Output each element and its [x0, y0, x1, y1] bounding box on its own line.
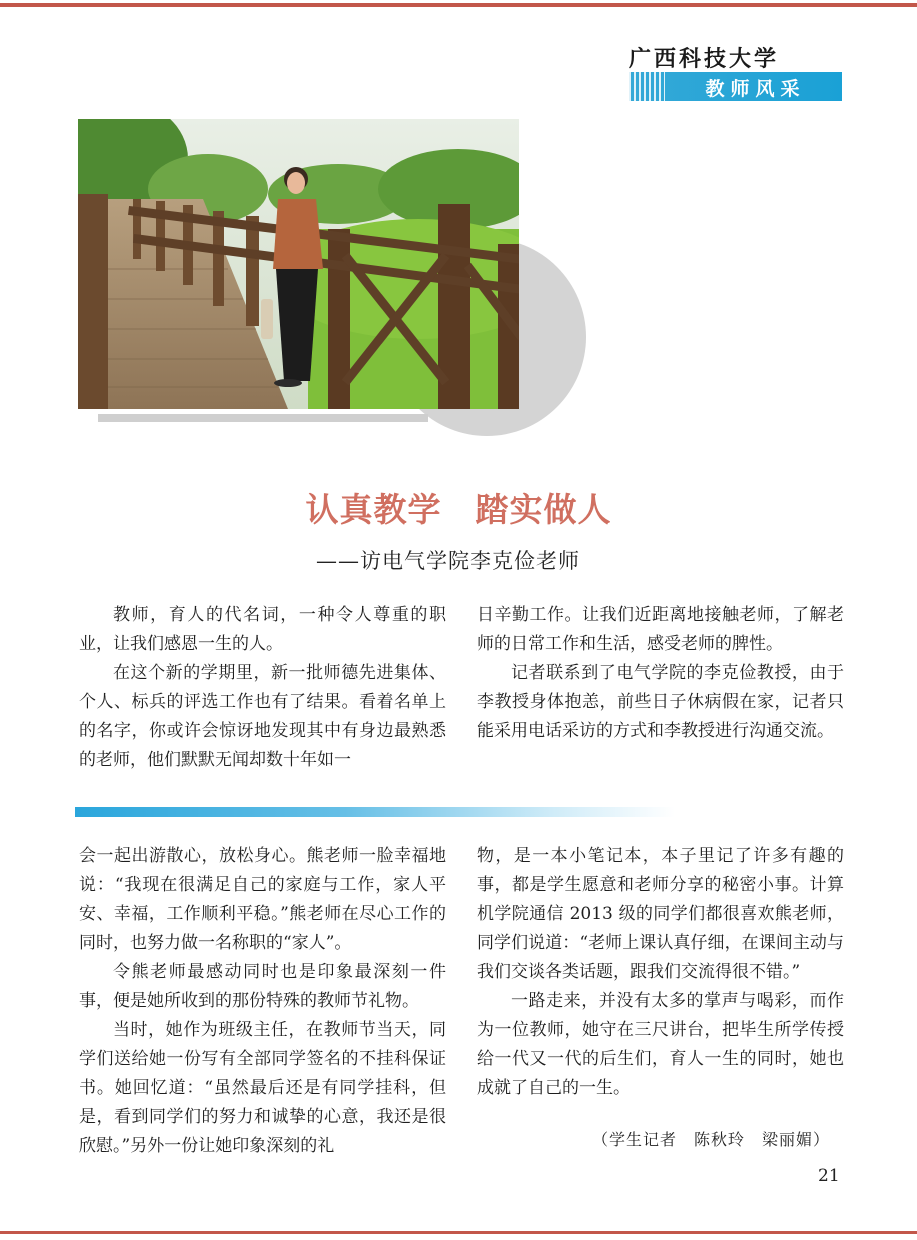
top-border-rule: [0, 3, 917, 7]
section-divider-gradient: [75, 807, 675, 817]
paragraph-continued: 日辛勤工作。让我们近距离地接触老师，了解老师的日常工作和生活，感受老师的脾性。: [477, 605, 844, 654]
article-title: 认真教学 踏实做人: [305, 490, 612, 529]
paragraph: 当时，她作为班级主任，在教师节当天，同学们送给她一份写有全部同学签名的不挂科保证书。她回忆道：“虽然最后还是有同学挂科，但是，看到同学们的努力和诚挚的心意，我还是很欣慰。”另外一份让她印象深刻的礼: [79, 1020, 446, 1156]
photo-shadow-bar: [98, 414, 428, 422]
masthead-section-title: 教师风采: [705, 78, 806, 100]
paragraph: 教师，育人的代名词，一种令人尊重的职业，让我们感恩一生的人。: [79, 605, 446, 654]
paragraph: 记者联系到了电气学院的李克俭教授，由于李教授身体抱恙，前些日子休病假在家，记者只能采用电话采访的方式和李教授进行沟通交流。: [477, 663, 844, 741]
paragraph: 在这个新的学期里，新一批师德先进集体、个人、标兵的评选工作也有了结果。看着名单上的名字，你或许会惊讶地发现其中有身边最熟悉的老师，他们默默无闻却数十年如一: [79, 663, 446, 770]
article-subtitle: ——访电气学院李克俭老师: [316, 549, 580, 573]
paragraph-continued: 会一起出游散心，放松身心。熊老师一脸幸福地说：“我现在很满足自己的家庭与工作，家人平安、幸福，工作顺利平稳。”熊老师在尽心工作的同时，也努力做一名称职的“家人”。: [79, 846, 446, 953]
bottom-right-column: [477, 842, 844, 1103]
bottom-border-rule: [0, 1231, 917, 1234]
top-left-column: [79, 601, 446, 775]
boardwalk-scene-image: [78, 119, 519, 409]
masthead-section-band: [629, 72, 842, 101]
paragraph: 一路走来，并没有太多的掌声与喝彩，而作为一位教师，她守在三尺讲台，把毕生所学传授给一代又一代的后生们，育人一生的同时，她也成就了自己的一生。: [477, 991, 844, 1098]
band-stripe-decoration: [629, 72, 665, 101]
reporter-byline: （学生记者 陈秋玲 梁丽媚）: [592, 1130, 831, 1149]
paragraph: 令熊老师最感动同时也是印象最深刻一件事，便是她所收到的那份特殊的教师节礼物。: [79, 962, 446, 1011]
masthead-school-name: 广西科技大学: [629, 46, 780, 72]
paragraph-continued: 物，是一本小笔记本，本子里记了许多有趣的事，都是学生愿意和老师分享的秘密小事。计算机学院通信 2013 级的同学们都很喜欢熊老师，同学们说道：“老师上课认真仔细，在课间主动与我们交谈各类话题，跟我们交流得很不错。”: [477, 846, 844, 982]
teacher-photo: [78, 119, 519, 409]
page-number: 21: [818, 1166, 840, 1186]
bottom-left-column: [79, 842, 446, 1161]
top-right-column: [477, 601, 844, 746]
